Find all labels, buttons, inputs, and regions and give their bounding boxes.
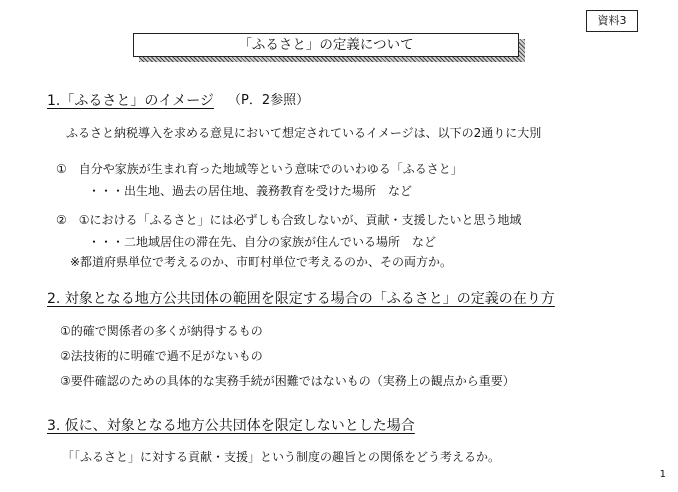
section-2-item-2: ②法技術的に明確で過不足がないもの — [60, 349, 263, 363]
page-number: 1 — [659, 469, 666, 480]
section-2-heading: 2. 対象となる地方公共団体の範囲を限定する場合の「ふるさと」の定義の在り方 — [47, 291, 555, 307]
section-2-item-1: ①的確で関係者の多くが納得するもの — [60, 324, 263, 338]
section-3-body: 「「ふるさと」に対する貢献・支援」という制度の趣旨との関係をどう考えるか。 — [62, 450, 501, 464]
section-1-item-1: ① 自分や家族が生まれ育った地域等という意味でのいわゆる「ふるさと」 — [56, 162, 463, 176]
document-number-label: 資料3 — [586, 10, 638, 32]
section-1-item-2: ② ①における「ふるさと」には必ずしも合致しないが、貢献・支援したいと思う地域 — [56, 213, 522, 227]
section-3-heading: 3. 仮に、対象となる地方公共団体を限定しないとした場合 — [47, 418, 415, 434]
title-banner — [133, 33, 525, 61]
section-1-note: ※都道府県単位で考えるのか、市町村単位で考えるのか、その両方か。 — [70, 255, 453, 269]
section-1-item-2-example: ・・・二地域居住の滞在先、自分の家族が住んでいる場所 など — [88, 235, 437, 249]
section-2-item-3: ③要件確認のための具体的な実務手続が困難ではないもの（実務上の観点から重要） — [60, 374, 515, 388]
section-1-item-1-example: ・・・出生地、過去の居住地、義務教育を受けた場所 など — [88, 184, 413, 198]
section-1-title: 1.「ふるさと」のイメージ — [47, 93, 214, 109]
page-title: 「ふるさと」の定義について — [133, 33, 519, 57]
section-1-heading — [47, 92, 214, 110]
section-1-reference: （P．2参照） — [228, 93, 310, 108]
section-1-intro: ふるさと納税導入を求める意見において想定されているイメージは、以下の2通りに大別 — [66, 126, 542, 140]
